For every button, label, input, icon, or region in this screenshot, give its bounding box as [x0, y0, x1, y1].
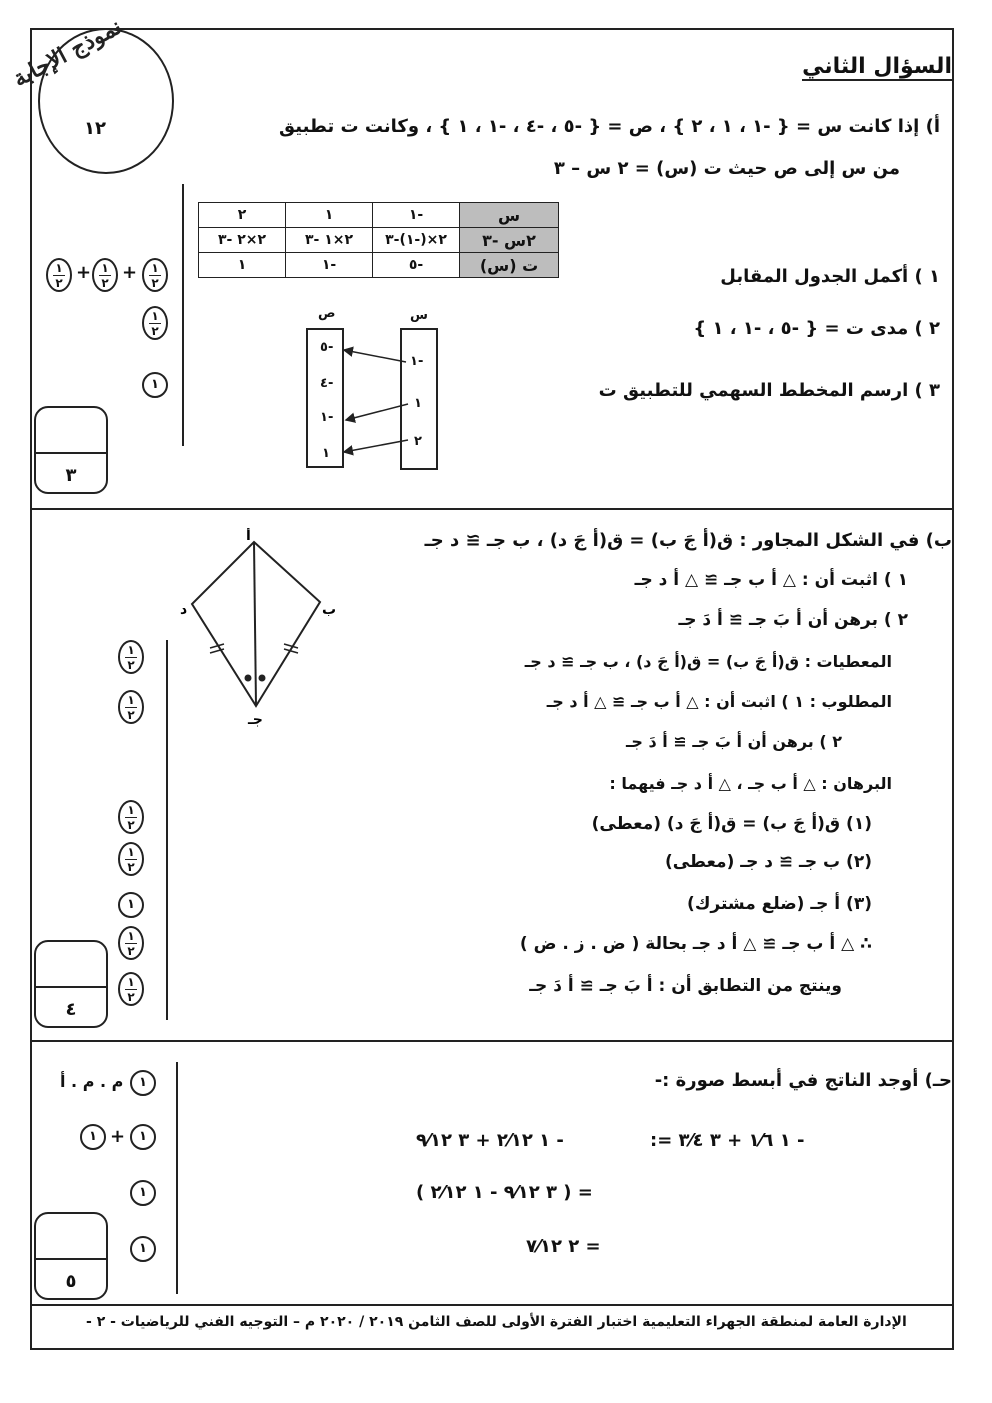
proof-step-1: (١) ق(أ جَ ب) = ق(أ جَ د) (معطى): [591, 814, 872, 834]
vertex-label: ب: [322, 602, 337, 618]
mark-half: ١ ٢: [118, 690, 144, 724]
angle-dot: [245, 675, 252, 682]
set-y-item: -٥: [320, 340, 334, 355]
set-x-label: س: [410, 308, 428, 323]
set-y-item: ١: [322, 446, 330, 461]
question-a-2: ٢ ) مدى ت = { -٥ ، -١ ، ١ }: [693, 318, 940, 339]
score-box-b: ٤: [34, 940, 108, 1028]
table-head-x: س: [460, 203, 559, 228]
mark-one: ١: [130, 1180, 156, 1206]
set-x-item: ١: [414, 396, 422, 411]
mark-one: ١: [80, 1124, 106, 1150]
vertex-label: د: [180, 602, 188, 618]
values-table: [198, 202, 559, 278]
score-box-a: ٣: [34, 406, 108, 494]
marks-divider: [182, 184, 184, 446]
set-x-item: ٢: [414, 434, 422, 449]
stamp-label: نموذج الإجابة: [8, 13, 126, 93]
required-1: المطلوب : ١ ) اثبت أن : △ أ ب جـ ≅ △ أ د جـ: [546, 692, 892, 711]
table-head-fx: ت (س): [460, 253, 559, 278]
mark-half: ١ ٢: [118, 800, 144, 834]
mark-one: ١: [130, 1124, 156, 1150]
table-cell: ٢: [199, 203, 286, 228]
kite-figure: [180, 528, 340, 728]
given: المعطيات : ق(أ جَ ب) = ق(أ جَ د) ، ب جـ ≅ د جـ: [524, 652, 892, 671]
table-cell: -١: [373, 203, 460, 228]
footer-text: الإدارة العامة لمنطقة الجهراء التعليمية اختبار الفترة الأولى للصف الثامن ٢٠١٩ / ٢٠٢٠ م – التوجيه الفني للرياضيات - ٢ -: [86, 1314, 907, 1330]
score-box-c: ٥: [34, 1212, 108, 1300]
question-b-line1: ب) في الشكل المجاور : ق(أ جَ ب) = ق(أ جَ د) ، ب جـ ≅ د جـ: [424, 530, 952, 551]
marks-divider: [166, 640, 168, 1020]
marks-divider: [176, 1062, 178, 1294]
question-a-1: ١ ) أكمل الجدول المقابل: [720, 266, 940, 287]
vertex-label: أ: [246, 528, 251, 544]
kite-diagonal: [254, 542, 256, 706]
mark-one: ١: [130, 1070, 156, 1096]
proof-step-2: (٢) ب جـ ≅ د جـ (معطى): [664, 852, 872, 872]
set-y-item: -١: [320, 410, 334, 425]
plus-sign: +: [76, 262, 92, 283]
expression-step-1: - ١ ٢⁄١٢ + ٣ ٩⁄١٢: [416, 1130, 564, 1151]
stamp-total: ١٢: [84, 118, 106, 139]
mark-half: ١ ٢: [142, 306, 168, 340]
mark-half: ١ ٢: [118, 842, 144, 876]
proof-intro: البرهان : △ أ ب جـ ، △ أ د جـ فيهما :: [609, 774, 892, 793]
set-y-label: ص: [318, 306, 336, 321]
arrow: [344, 440, 408, 452]
mark-half: ١ ٢: [118, 926, 144, 960]
required-2: ٢ ) برهن أن أ بَ جـ ≅ أ دَ جـ: [625, 732, 842, 751]
proof-result: وينتج من التطابق أن : أ بَ جـ ≅ أ دَ جـ: [529, 976, 842, 996]
expression-start: - ١ ١⁄٦ + ٣ ٣⁄٤ =:: [650, 1130, 805, 1151]
plus-sign: +: [110, 1126, 126, 1147]
table-cell: ٢×(-١)-٣: [373, 228, 460, 253]
mark-half: ١ ٢: [142, 258, 168, 292]
mark-one: ١: [130, 1236, 156, 1262]
question-b-1: ١ ) اثبت أن : △ أ ب جـ ≅ △ أ د جـ: [634, 570, 908, 590]
arrow: [344, 350, 406, 362]
mapping-arrows: [330, 340, 410, 470]
mark-half: ١ ٢: [118, 972, 144, 1006]
plus-sign: +: [122, 262, 138, 283]
mark-one: ١: [142, 372, 168, 398]
proof-conclusion: ∴ △ أ ب جـ ≅ △ أ د جـ بحالة ( ض . ز . ض ): [519, 934, 872, 954]
question-c-line1: حـ) أوجد الناتج في أبسط صورة :-: [654, 1070, 952, 1091]
set-x-item: -١: [410, 354, 424, 369]
question-b-2: ٢ ) برهن أن أ بَ جـ ≅ أ دَ جـ: [678, 610, 908, 630]
table-cell: ٢×٢ -٣: [199, 228, 286, 253]
mark-half: ١ ٢: [92, 258, 118, 292]
mark-half: ١ ٢: [118, 640, 144, 674]
table-cell: ٢×١ -٣: [286, 228, 373, 253]
table-cell: ١: [199, 253, 286, 278]
expression-step-3: = ٢ ٧⁄١٢: [526, 1236, 601, 1257]
question-a-3: ٣ ) ارسم المخطط السهمي للتطبيق ت: [598, 380, 940, 401]
section-divider: [32, 1040, 952, 1042]
arrow: [346, 404, 408, 420]
angle-dot: [259, 675, 266, 682]
question-a-line1: أ) إذا كانت س = { -١ ، ١ ، ٢ } ، ص = { -٥ ، -٤ ، -١ ، ١ } ، وكانت ت تطبيق: [279, 116, 940, 137]
mark-half: ١ ٢: [46, 258, 72, 292]
mark-note: م . م . أ: [60, 1072, 124, 1091]
proof-step-3: (٣) أ جـ (ضلع مشترك): [687, 894, 872, 914]
table-cell: ١: [286, 203, 373, 228]
question-heading: السؤال الثاني: [802, 54, 952, 79]
expression-step-2: = ( ٣ ٩⁄١٢ - ١ ٢⁄١٢ ): [416, 1182, 593, 1203]
footer-divider: [32, 1304, 952, 1306]
set-y-item: -٤: [320, 376, 334, 391]
vertex-label: جـ: [248, 712, 263, 728]
question-a-line2: من س إلى ص حيث ت (س) = ٢ س – ٣: [553, 158, 900, 179]
section-divider: [32, 508, 952, 510]
table-cell: -٥: [373, 253, 460, 278]
table-head-expr: ٢س -٣: [460, 228, 559, 253]
table-cell: -١: [286, 253, 373, 278]
mark-one: ١: [118, 892, 144, 918]
